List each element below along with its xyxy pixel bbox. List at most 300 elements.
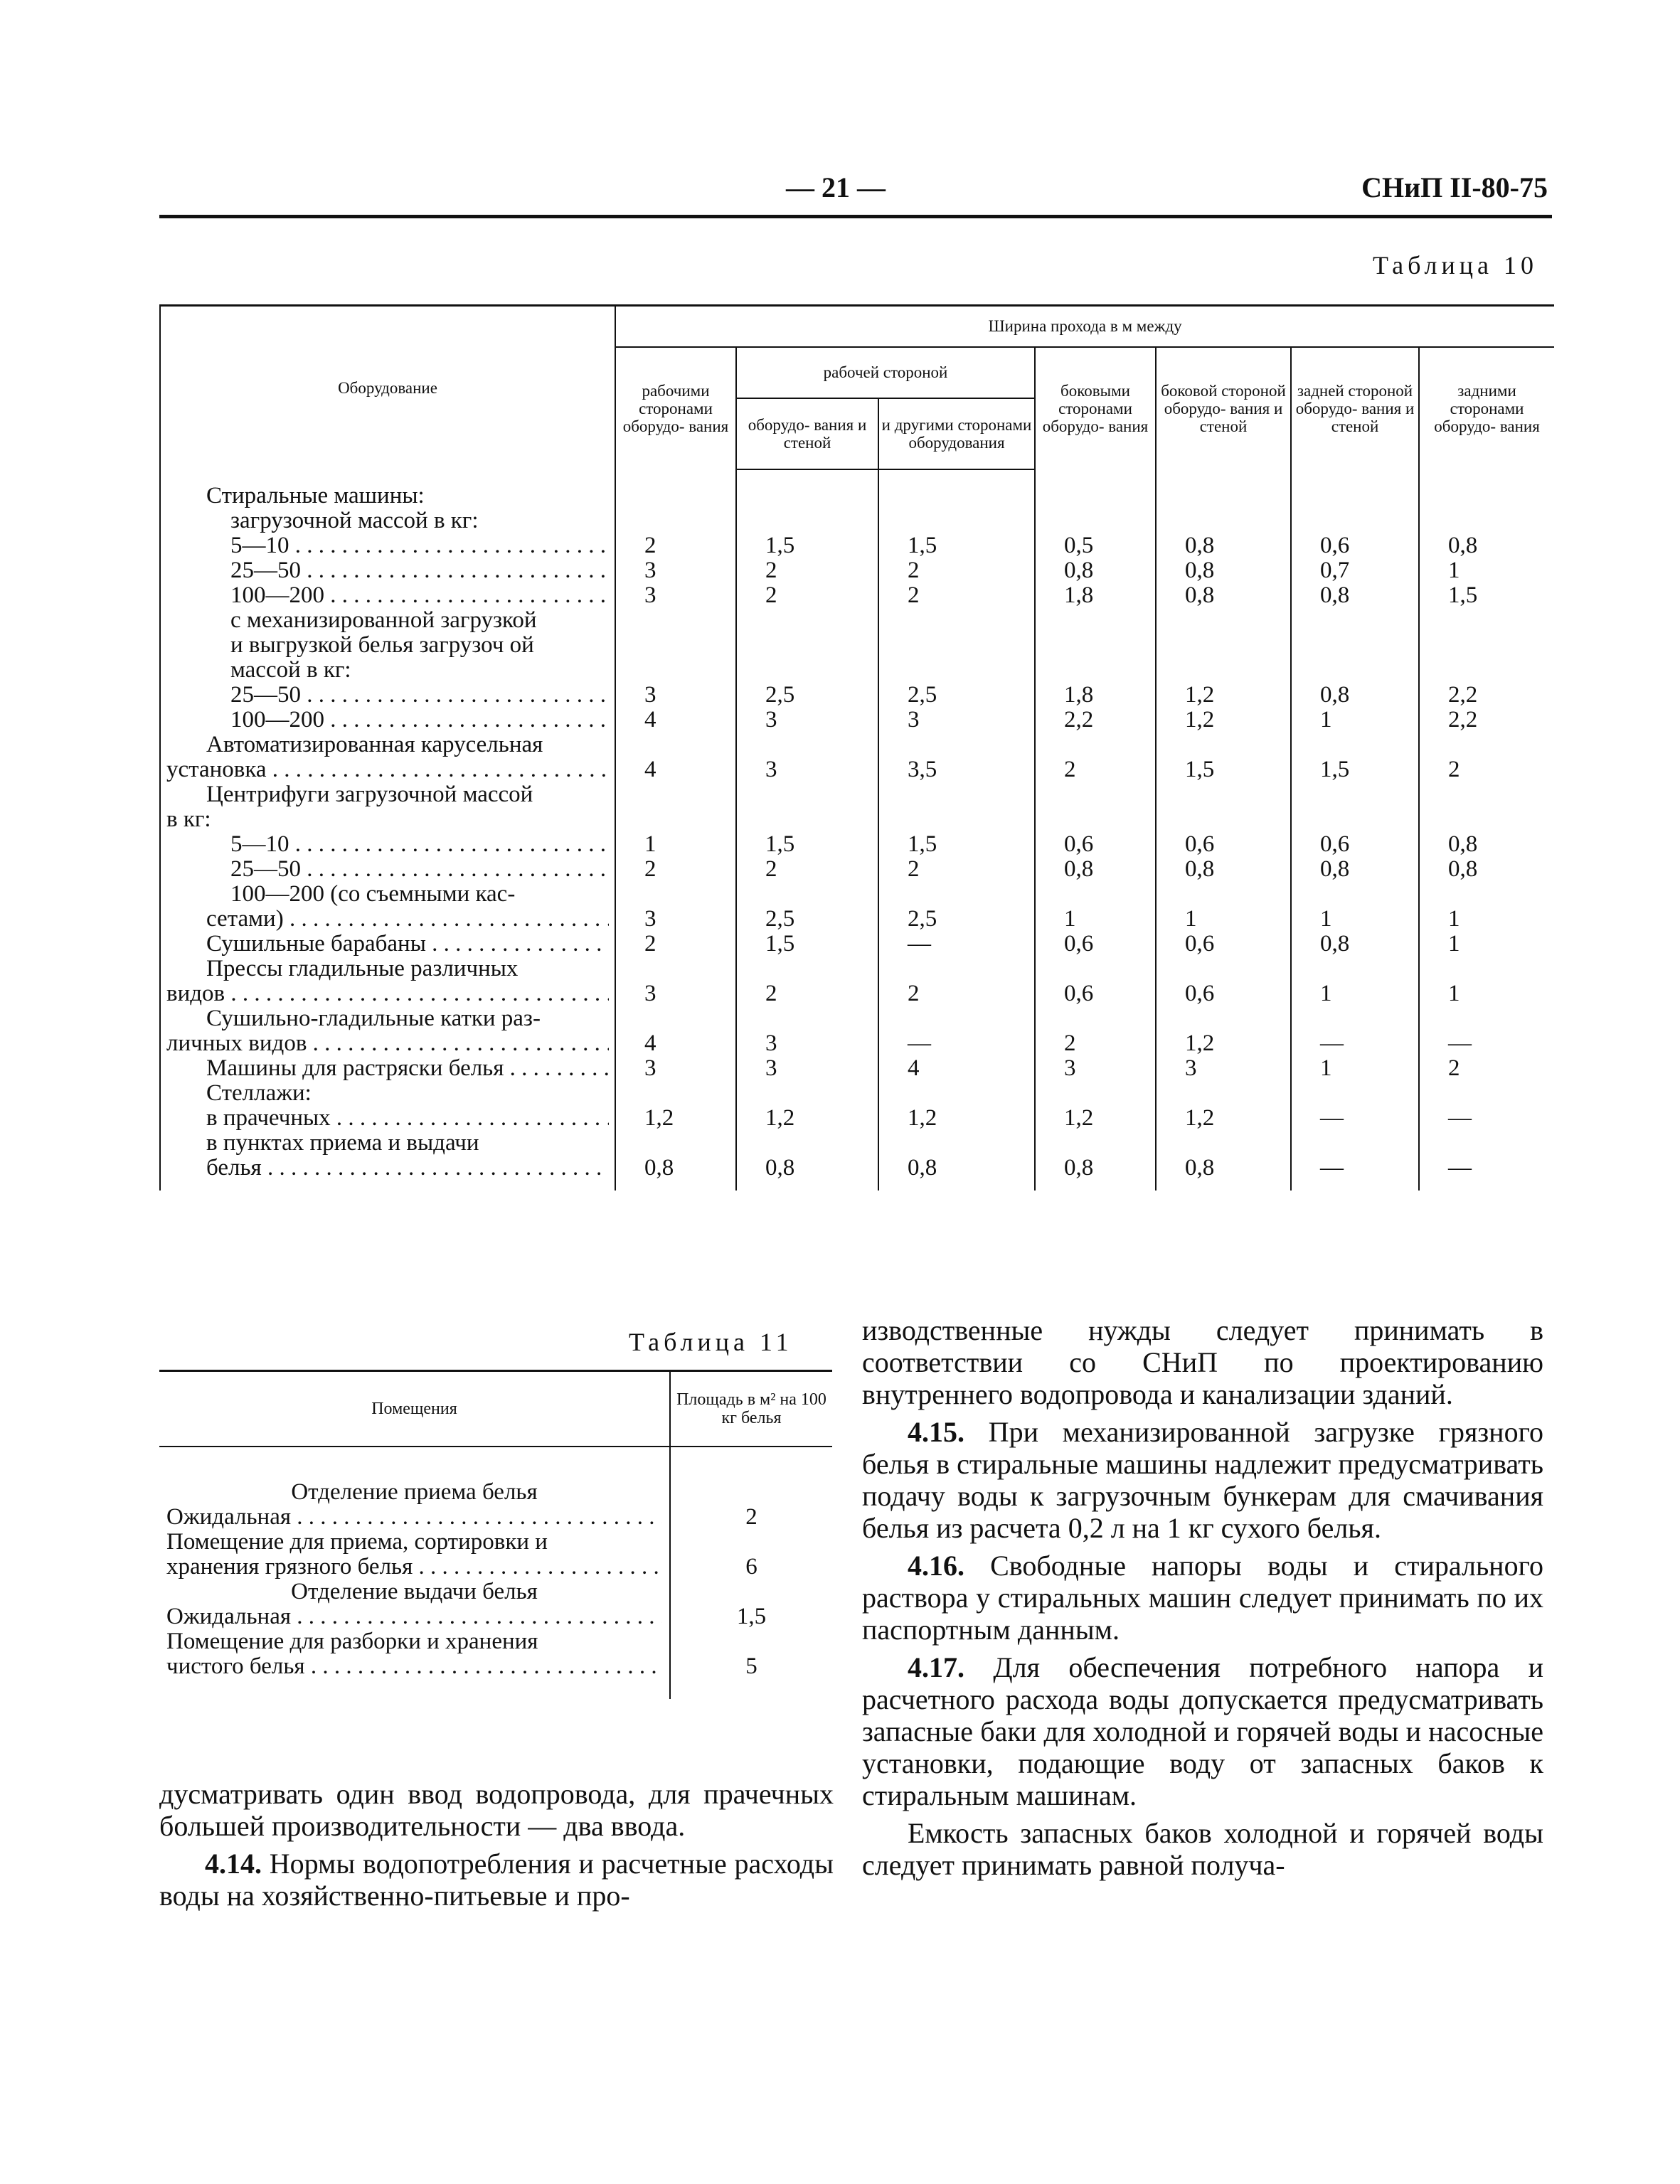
table-row bbox=[160, 882, 1554, 907]
row-label bbox=[159, 1604, 670, 1629]
cell-value bbox=[1291, 608, 1419, 633]
table-row bbox=[160, 533, 1554, 558]
cell-value bbox=[878, 633, 1035, 658]
row-label-text: 5—10 . . . bbox=[166, 832, 609, 857]
page-number: — 21 — bbox=[786, 171, 886, 203]
cell-value bbox=[615, 1131, 736, 1156]
cell-value: 0,8 bbox=[1156, 533, 1291, 558]
cell-value: 1,5 bbox=[1419, 583, 1554, 608]
col-header-2: оборудо- вания и стеной bbox=[736, 398, 878, 469]
table-row bbox=[159, 1604, 832, 1629]
table-10-caption: Таблица 10 bbox=[1373, 251, 1538, 279]
cell-value: 1,5 bbox=[736, 832, 878, 857]
row-label-text: белья . . . bbox=[166, 1156, 609, 1181]
cell-value bbox=[878, 807, 1035, 832]
cell-value bbox=[736, 508, 878, 533]
document-code: СНиП II-80-75 bbox=[1361, 171, 1548, 203]
row-label bbox=[160, 832, 615, 857]
cell-value bbox=[878, 508, 1035, 533]
row-label bbox=[160, 608, 615, 633]
col-group-header: Ширина прохода в м между bbox=[615, 306, 1554, 347]
cell-value bbox=[1156, 508, 1291, 533]
table-11-caption: Таблица 11 bbox=[629, 1328, 793, 1356]
cell-value bbox=[1419, 508, 1554, 533]
cell-value: 0,8 bbox=[1291, 857, 1419, 882]
cell-value bbox=[736, 957, 878, 981]
row-label-text: Стеллажи: bbox=[206, 1080, 312, 1106]
row-label bbox=[159, 1447, 670, 1505]
cell-value bbox=[1156, 882, 1291, 907]
cell-value bbox=[615, 1006, 736, 1031]
table-row bbox=[160, 957, 1554, 981]
cell-value bbox=[878, 1131, 1035, 1156]
cell-value: 3 bbox=[736, 1031, 878, 1056]
paragraph-4-15 bbox=[862, 1416, 1543, 1544]
cell-value: 1 bbox=[1291, 981, 1419, 1006]
row-label bbox=[160, 807, 615, 832]
cell-value bbox=[1156, 658, 1291, 683]
cell-value bbox=[1291, 658, 1419, 683]
cell-value: — bbox=[1291, 1031, 1419, 1056]
cell-value: 2 bbox=[878, 558, 1035, 583]
row-label-text: Центрифуги загрузочной массой bbox=[206, 782, 533, 807]
cell-value bbox=[1035, 807, 1156, 832]
cell-value bbox=[1291, 1131, 1419, 1156]
table-row bbox=[160, 907, 1554, 932]
cell-value bbox=[615, 782, 736, 807]
table-row bbox=[160, 757, 1554, 782]
row-label bbox=[160, 633, 615, 658]
table-row bbox=[160, 832, 1554, 857]
row-label bbox=[160, 981, 615, 1006]
cell-value bbox=[615, 733, 736, 757]
table-row bbox=[160, 708, 1554, 733]
cell-value bbox=[736, 633, 878, 658]
cell-value bbox=[1419, 733, 1554, 757]
row-label bbox=[160, 1056, 615, 1081]
cell-value: 1,2 bbox=[1156, 1106, 1291, 1131]
table-row bbox=[160, 608, 1554, 633]
paragraph-4-17 bbox=[862, 1651, 1543, 1811]
row-label bbox=[160, 708, 615, 733]
row-label-text: Отделение выдачи белья bbox=[291, 1580, 538, 1604]
cell-value bbox=[615, 957, 736, 981]
cell-value bbox=[736, 658, 878, 683]
cell-value bbox=[1035, 633, 1156, 658]
table-row bbox=[160, 932, 1554, 957]
row-label bbox=[159, 1505, 670, 1530]
header-rule bbox=[159, 215, 1552, 218]
cell-value bbox=[1419, 882, 1554, 907]
cell-value: 2 bbox=[878, 583, 1035, 608]
cell-value: 1,5 bbox=[736, 533, 878, 558]
cell-value: 6 bbox=[670, 1555, 832, 1580]
cell-value: 1,2 bbox=[736, 1106, 878, 1131]
cell-value: 0,6 bbox=[1291, 832, 1419, 857]
row-label bbox=[160, 1081, 615, 1106]
table-row bbox=[160, 1081, 1554, 1106]
cell-value bbox=[736, 469, 878, 508]
row-label bbox=[160, 1131, 615, 1156]
cell-value: — bbox=[1291, 1106, 1419, 1131]
cell-value bbox=[1291, 733, 1419, 757]
cell-value: 0,8 bbox=[1156, 1156, 1291, 1190]
cell-value: 0,8 bbox=[1291, 932, 1419, 957]
cell-value bbox=[878, 733, 1035, 757]
row-label bbox=[159, 1654, 670, 1699]
cell-value: 0,8 bbox=[1291, 583, 1419, 608]
row-label-text: хранения грязного белья . . . bbox=[166, 1555, 662, 1580]
cell-value: 2 bbox=[736, 981, 878, 1006]
cell-value bbox=[1156, 807, 1291, 832]
cell-value: 0,8 bbox=[1035, 857, 1156, 882]
cell-value: 1,5 bbox=[736, 932, 878, 957]
cell-value: 3 bbox=[615, 1056, 736, 1081]
cell-value bbox=[878, 1081, 1035, 1106]
cell-value bbox=[1291, 782, 1419, 807]
clause-text: Свободные напоры воды и стирального раствора у стиральных машин следует принимать по их паспортным данным. bbox=[862, 1550, 1543, 1646]
col-subgroup-header: рабочей стороной bbox=[736, 347, 1035, 398]
cell-value bbox=[615, 633, 736, 658]
cell-value: 3 bbox=[1035, 1056, 1156, 1081]
col-header-6: задней стороной оборудо- вания и стеной bbox=[1291, 347, 1419, 469]
cell-value: 2,5 bbox=[878, 683, 1035, 708]
row-label-text: 100—200 (со съемными кас- bbox=[230, 881, 516, 907]
col-header-equipment: Оборудование bbox=[160, 306, 615, 469]
table-row bbox=[159, 1505, 832, 1530]
cell-value: 0,8 bbox=[1035, 1156, 1156, 1190]
cell-value bbox=[1035, 733, 1156, 757]
table-row bbox=[160, 683, 1554, 708]
cell-value: 1,2 bbox=[1156, 683, 1291, 708]
cell-value: 1,5 bbox=[878, 832, 1035, 857]
cell-value: 3 bbox=[878, 708, 1035, 733]
cell-value bbox=[1035, 1006, 1156, 1031]
row-label-text: в кг: bbox=[166, 806, 211, 832]
cell-value bbox=[1291, 633, 1419, 658]
row-label-text: 25—50 . . . bbox=[166, 558, 609, 583]
row-label-text: массой в кг: bbox=[230, 657, 351, 683]
cell-value bbox=[670, 1447, 832, 1505]
row-label-text: установка . . . bbox=[166, 757, 609, 782]
cell-value: 0,7 bbox=[1291, 558, 1419, 583]
cell-value bbox=[1156, 1131, 1291, 1156]
cell-value bbox=[736, 733, 878, 757]
cell-value bbox=[736, 1131, 878, 1156]
clause-number: 4.15. bbox=[908, 1416, 964, 1448]
row-label-text: Стиральные машины: bbox=[206, 483, 425, 508]
row-label bbox=[160, 683, 615, 708]
cell-value: 2 bbox=[615, 857, 736, 882]
row-label-text: Сушильные барабаны . . . bbox=[166, 932, 609, 957]
cell-value: 0,6 bbox=[1156, 932, 1291, 957]
paragraph-4-14 bbox=[159, 1848, 834, 1912]
cell-value bbox=[1035, 658, 1156, 683]
row-label-text: Автоматизированная карусельная bbox=[206, 732, 543, 757]
cell-value: 3 bbox=[736, 1056, 878, 1081]
cell-value bbox=[736, 782, 878, 807]
cell-value: 2 bbox=[615, 932, 736, 957]
cell-value bbox=[615, 807, 736, 832]
cell-value: — bbox=[1419, 1106, 1554, 1131]
cell-value: 2,2 bbox=[1035, 708, 1156, 733]
cell-value: 1 bbox=[1419, 981, 1554, 1006]
cell-value: 1,2 bbox=[878, 1106, 1035, 1131]
table-row bbox=[160, 658, 1554, 683]
cell-value: 3 bbox=[615, 683, 736, 708]
cell-value bbox=[1419, 1081, 1554, 1106]
table-10-body bbox=[160, 469, 1554, 1190]
cell-value: 0,8 bbox=[1419, 533, 1554, 558]
row-label bbox=[160, 583, 615, 608]
row-label bbox=[160, 1106, 615, 1131]
cell-value bbox=[1419, 807, 1554, 832]
cell-value: 0,8 bbox=[1156, 558, 1291, 583]
cell-value: 1,2 bbox=[1156, 1031, 1291, 1056]
row-label-text: с механизированной загрузкой bbox=[230, 607, 537, 633]
cell-value bbox=[1419, 608, 1554, 633]
row-label bbox=[160, 757, 615, 782]
row-label-text: 100—200 . . . bbox=[166, 583, 609, 608]
row-label-text: в пунктах приема и выдачи bbox=[206, 1130, 479, 1156]
row-label bbox=[160, 1006, 615, 1031]
col-header-area: Площадь в м² на 100 кг белья bbox=[670, 1371, 832, 1447]
col-header-5: боковой стороной оборудо- вания и стеной bbox=[1156, 347, 1291, 469]
cell-value bbox=[1035, 957, 1156, 981]
clause-text: При механизированной загрузке грязного белья в стиральные машины надлежит предусматривать подачу воды к загрузочным бункерам для смачивания белья из расчета 0,2 л на 1 кг сухого белья. bbox=[862, 1416, 1543, 1544]
cell-value: 1 bbox=[1419, 932, 1554, 957]
cell-value: 2 bbox=[1419, 757, 1554, 782]
cell-value: 1 bbox=[1156, 907, 1291, 932]
row-label bbox=[160, 469, 615, 508]
table-row bbox=[160, 807, 1554, 832]
left-text-column bbox=[159, 1778, 834, 1917]
cell-value: 1,5 bbox=[670, 1604, 832, 1629]
row-label bbox=[160, 1156, 615, 1190]
cell-value bbox=[736, 882, 878, 907]
cell-value: 0,5 bbox=[1035, 533, 1156, 558]
cell-value: 0,8 bbox=[615, 1156, 736, 1190]
paragraph: Емкость запасных баков холодной и горячей воды следует принимать равной получа- bbox=[862, 1817, 1543, 1881]
table-row bbox=[160, 1031, 1554, 1056]
cell-value bbox=[736, 608, 878, 633]
cell-value: 0,6 bbox=[1035, 981, 1156, 1006]
cell-value: 1 bbox=[615, 832, 736, 857]
row-label bbox=[160, 533, 615, 558]
row-label bbox=[160, 882, 615, 907]
table-row bbox=[160, 633, 1554, 658]
cell-value bbox=[670, 1580, 832, 1604]
table-row bbox=[159, 1530, 832, 1555]
clause-number: 4.14. bbox=[205, 1848, 262, 1880]
cell-value bbox=[615, 608, 736, 633]
col-header-room: Помещения bbox=[159, 1371, 670, 1447]
cell-value: 1 bbox=[1291, 1056, 1419, 1081]
paragraph-4-16 bbox=[862, 1550, 1543, 1646]
cell-value: 2,5 bbox=[736, 683, 878, 708]
paragraph: изводственные нужды следует принимать в соответствии со СНиП по проектированию внутреннего водопровода и канализации зданий. bbox=[862, 1314, 1543, 1410]
cell-value bbox=[1035, 469, 1156, 508]
cell-value: 1,8 bbox=[1035, 583, 1156, 608]
row-label bbox=[160, 907, 615, 932]
cell-value: 2 bbox=[1035, 1031, 1156, 1056]
clause-text: Для обеспечения потребного напора и расчетного расхода воды допускается предусматривать запасные баки для холодной и горячей воды и насосные установки, подающие воду от запасных баков к стиральным машинам. bbox=[862, 1651, 1543, 1811]
cell-value: 0,8 bbox=[1291, 683, 1419, 708]
row-label bbox=[160, 733, 615, 757]
clause-text: Нормы водопотребления и расчетные расходы воды на хозяйственно-питьевые и про- bbox=[159, 1848, 834, 1912]
cell-value bbox=[878, 469, 1035, 508]
row-label-text: и выгрузкой белья загрузоч ой bbox=[230, 632, 534, 658]
cell-value bbox=[670, 1629, 832, 1654]
cell-value: 3 bbox=[615, 981, 736, 1006]
cell-value bbox=[1291, 1081, 1419, 1106]
cell-value: 2 bbox=[736, 558, 878, 583]
cell-value bbox=[878, 658, 1035, 683]
cell-value: 0,8 bbox=[1035, 558, 1156, 583]
cell-value: 0,8 bbox=[736, 1156, 878, 1190]
clause-number: 4.16. bbox=[908, 1550, 964, 1582]
row-label bbox=[160, 508, 615, 533]
table-10 bbox=[159, 304, 1554, 1190]
cell-value: 4 bbox=[615, 708, 736, 733]
row-label bbox=[160, 1031, 615, 1056]
cell-value: 3 bbox=[736, 708, 878, 733]
cell-value: 2 bbox=[1419, 1056, 1554, 1081]
cell-value: — bbox=[878, 932, 1035, 957]
table-row bbox=[159, 1654, 832, 1699]
table-11 bbox=[159, 1370, 832, 1699]
cell-value: 2 bbox=[878, 981, 1035, 1006]
cell-value: 3 bbox=[736, 757, 878, 782]
row-label-text: чистого белья . . . bbox=[166, 1654, 662, 1679]
cell-value: 2 bbox=[1035, 757, 1156, 782]
table-row bbox=[160, 1006, 1554, 1031]
cell-value bbox=[1035, 508, 1156, 533]
cell-value bbox=[1156, 608, 1291, 633]
row-label bbox=[159, 1629, 670, 1654]
row-label-text: Отделение приема белья bbox=[291, 1480, 538, 1505]
row-label-text: Ожидальная . . . bbox=[166, 1604, 662, 1629]
cell-value bbox=[1156, 957, 1291, 981]
row-label-text: в прачечных . . . bbox=[166, 1106, 609, 1131]
col-header-4: боковыми сторонами оборудо- вания bbox=[1035, 347, 1156, 469]
cell-value bbox=[1419, 1131, 1554, 1156]
cell-value: 1 bbox=[1291, 907, 1419, 932]
table-row bbox=[159, 1629, 832, 1654]
cell-value bbox=[1419, 957, 1554, 981]
row-label bbox=[160, 857, 615, 882]
cell-value bbox=[878, 782, 1035, 807]
row-label-text: Помещение для приема, сортировки и bbox=[166, 1530, 548, 1555]
cell-value bbox=[615, 658, 736, 683]
cell-value: 0,6 bbox=[1156, 832, 1291, 857]
cell-value bbox=[878, 957, 1035, 981]
row-label-text: Сушильно-гладильные катки раз- bbox=[206, 1006, 541, 1031]
cell-value bbox=[1419, 1006, 1554, 1031]
cell-value: 2 bbox=[670, 1505, 832, 1530]
cell-value bbox=[1156, 469, 1291, 508]
cell-value: 4 bbox=[615, 757, 736, 782]
cell-value: 2 bbox=[736, 583, 878, 608]
cell-value: 2 bbox=[878, 857, 1035, 882]
cell-value: 3 bbox=[615, 907, 736, 932]
cell-value: — bbox=[878, 1031, 1035, 1056]
cell-value: 1 bbox=[1419, 907, 1554, 932]
table-row bbox=[160, 1106, 1554, 1131]
table-row bbox=[159, 1555, 832, 1580]
cell-value bbox=[615, 469, 736, 508]
row-label-text: 5—10 . . . bbox=[166, 533, 609, 558]
cell-value: 0,8 bbox=[1419, 832, 1554, 857]
cell-value bbox=[1291, 807, 1419, 832]
cell-value bbox=[1419, 469, 1554, 508]
row-label bbox=[160, 957, 615, 981]
table-row bbox=[159, 1580, 832, 1604]
table-row bbox=[160, 508, 1554, 533]
cell-value bbox=[1419, 658, 1554, 683]
cell-value bbox=[1035, 1131, 1156, 1156]
cell-value bbox=[1291, 1006, 1419, 1031]
col-header-3: и другими сторонами оборудования bbox=[878, 398, 1035, 469]
cell-value: — bbox=[1419, 1156, 1554, 1190]
cell-value bbox=[670, 1530, 832, 1555]
row-label-text: 25—50 . . . bbox=[166, 857, 609, 882]
cell-value: 1,2 bbox=[615, 1106, 736, 1131]
paragraph: дусматривать один ввод водопровода, для прачечных большей производительности — два ввода. bbox=[159, 1778, 834, 1842]
cell-value: 2,5 bbox=[878, 907, 1035, 932]
row-label-text: видов . . . bbox=[166, 981, 609, 1006]
cell-value: 2,2 bbox=[1419, 708, 1554, 733]
row-label-text: личных видов . . . bbox=[166, 1031, 609, 1056]
cell-value: 3 bbox=[615, 558, 736, 583]
clause-number: 4.17. bbox=[908, 1651, 964, 1683]
cell-value bbox=[1156, 782, 1291, 807]
cell-value bbox=[1291, 882, 1419, 907]
cell-value: 0,6 bbox=[1291, 533, 1419, 558]
cell-value bbox=[1035, 1081, 1156, 1106]
cell-value: 2,5 bbox=[736, 907, 878, 932]
cell-value bbox=[615, 1081, 736, 1106]
cell-value bbox=[736, 1006, 878, 1031]
cell-value: 1,2 bbox=[1035, 1106, 1156, 1131]
cell-value bbox=[1156, 633, 1291, 658]
row-label bbox=[159, 1530, 670, 1555]
row-label-text: сетами) . . . bbox=[166, 907, 609, 932]
cell-value: 1,5 bbox=[878, 533, 1035, 558]
cell-value: 3,5 bbox=[878, 757, 1035, 782]
cell-value: 3 bbox=[615, 583, 736, 608]
row-label-text: загрузочной массой в кг: bbox=[230, 508, 479, 533]
cell-value bbox=[878, 1006, 1035, 1031]
cell-value: 1,5 bbox=[1156, 757, 1291, 782]
row-label bbox=[160, 558, 615, 583]
right-text-column bbox=[862, 1314, 1543, 1887]
table-row bbox=[160, 469, 1554, 508]
row-label-text: Машины для растряски белья . . . bbox=[166, 1056, 609, 1081]
cell-value: 2 bbox=[615, 533, 736, 558]
cell-value bbox=[1156, 1006, 1291, 1031]
cell-value bbox=[736, 807, 878, 832]
cell-value: 1 bbox=[1035, 907, 1156, 932]
table-row bbox=[160, 1131, 1554, 1156]
row-label bbox=[160, 932, 615, 957]
table-row bbox=[160, 1156, 1554, 1190]
row-label bbox=[160, 658, 615, 683]
cell-value: 0,6 bbox=[1156, 981, 1291, 1006]
row-label-text: Прессы гладильные различных bbox=[206, 956, 519, 981]
cell-value: 0,8 bbox=[1156, 583, 1291, 608]
cell-value bbox=[1419, 633, 1554, 658]
